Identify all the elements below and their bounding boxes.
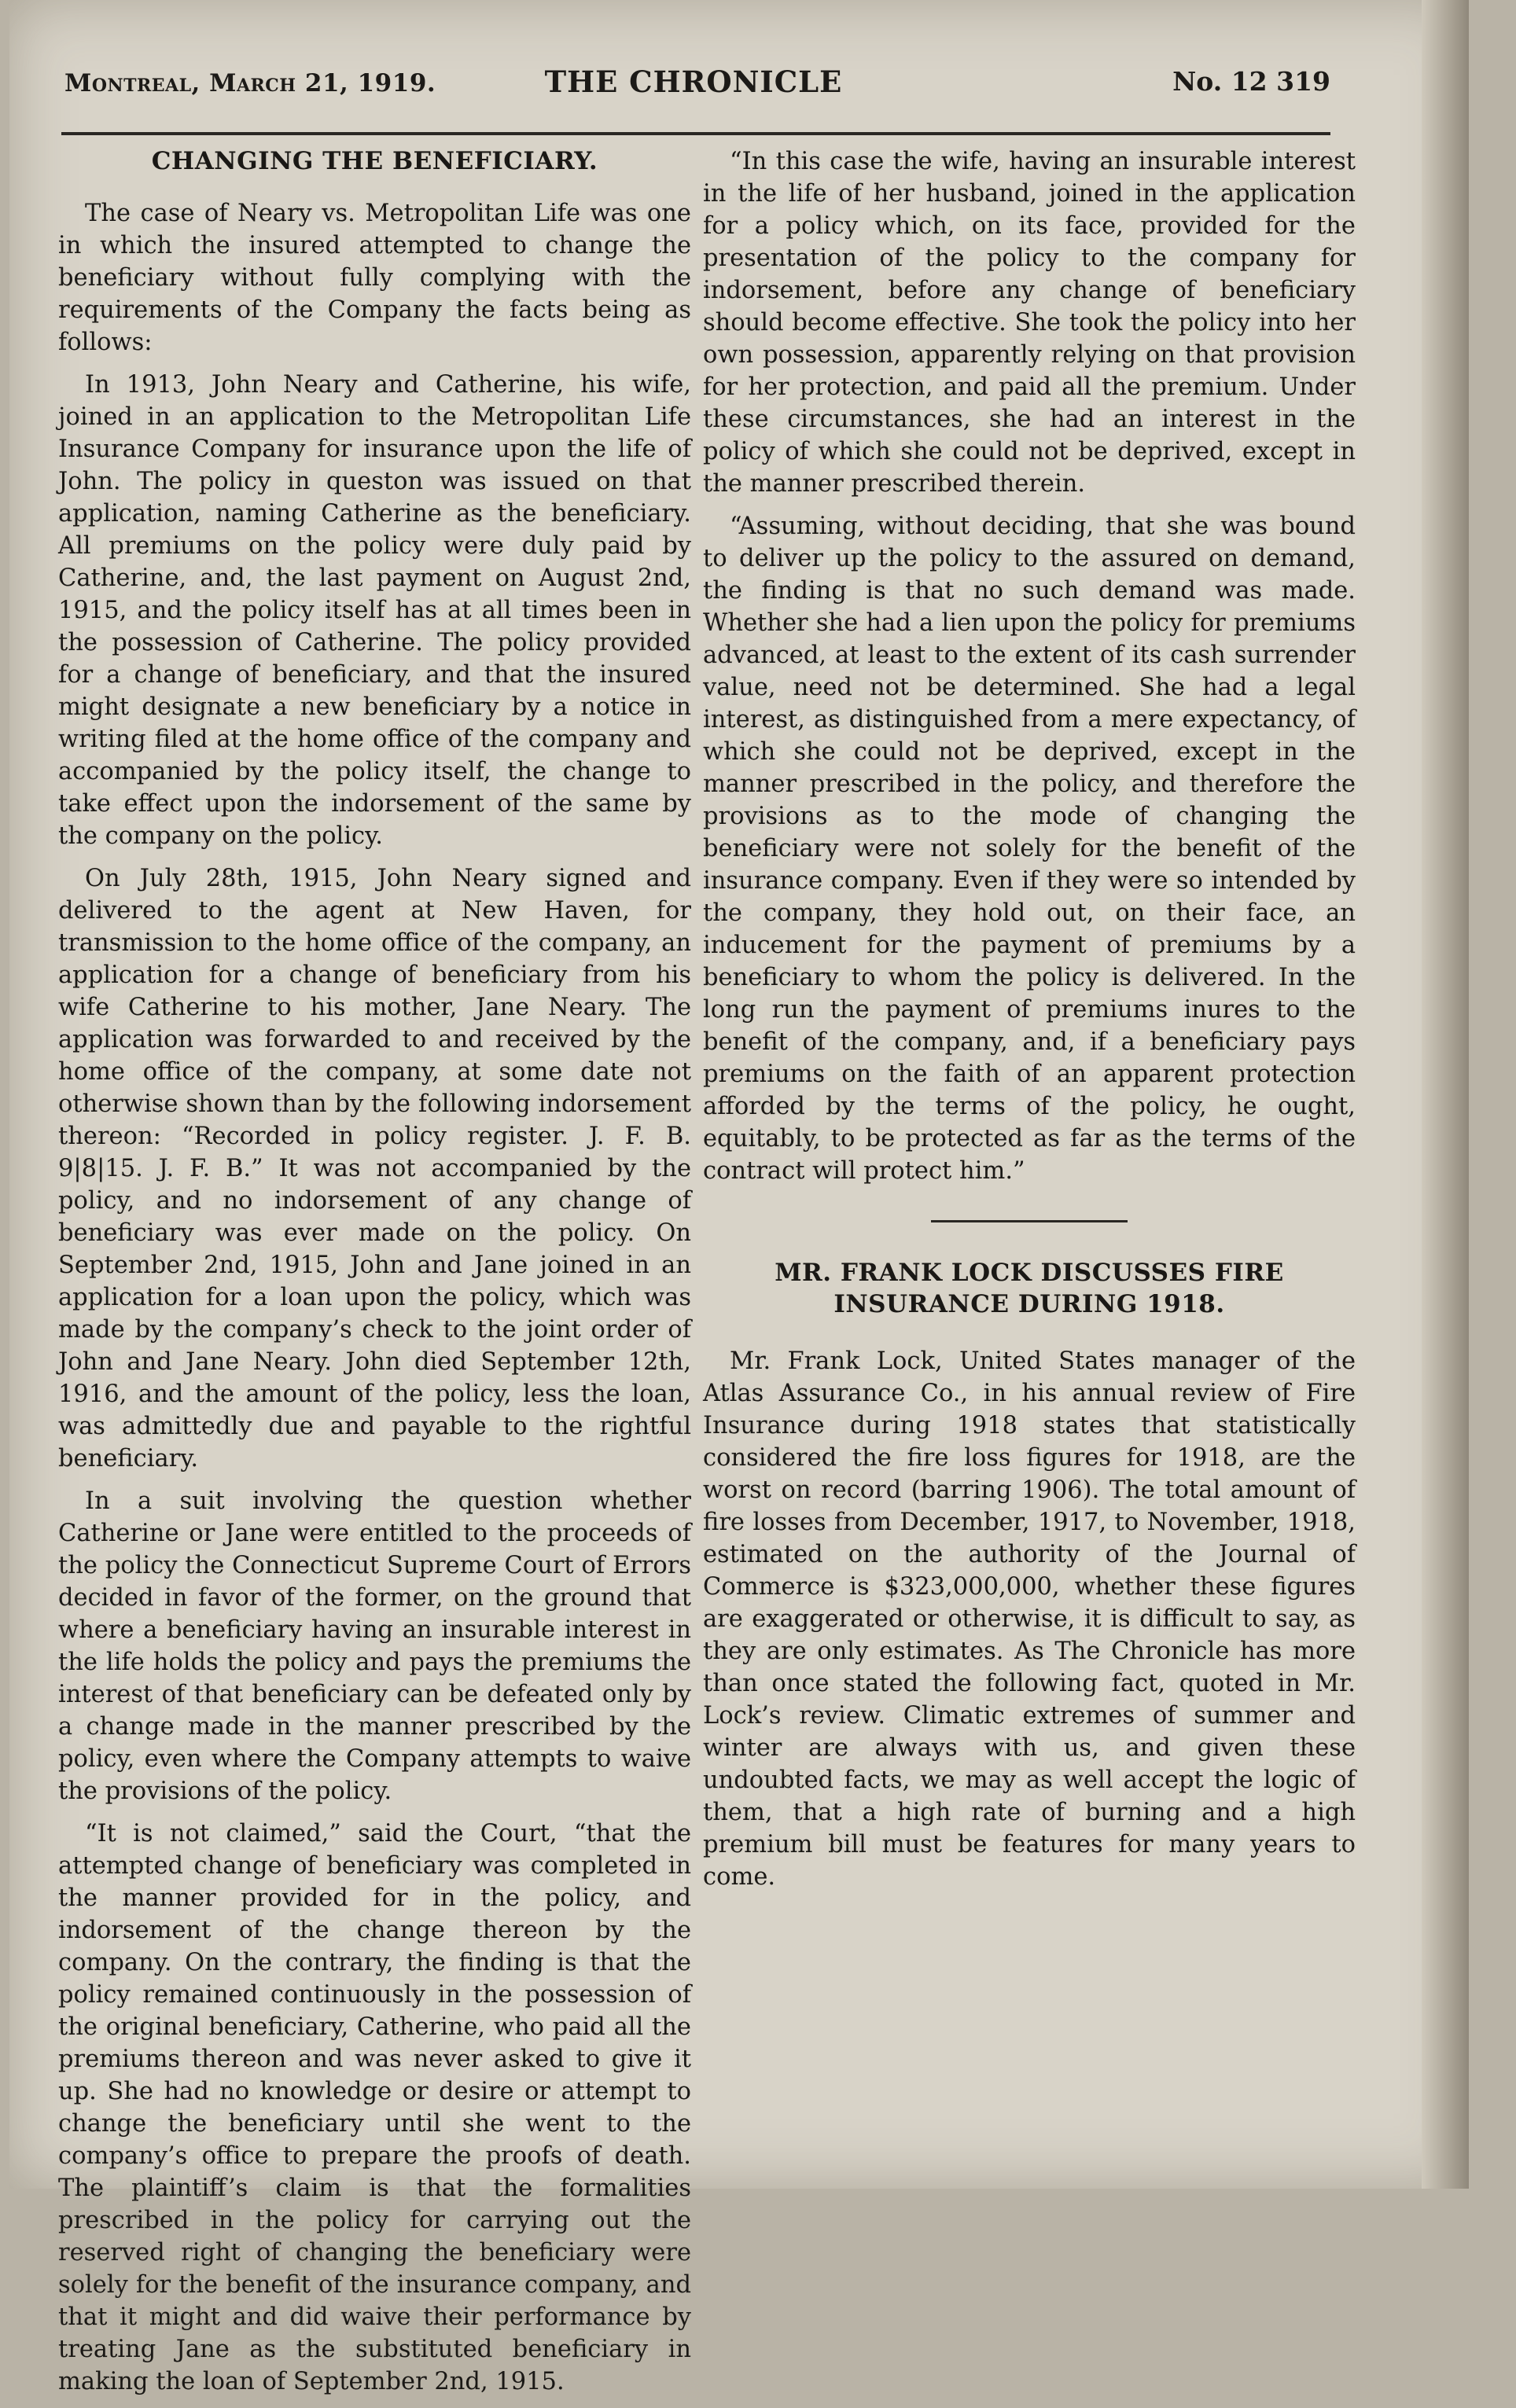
newspaper-page: [9, 0, 1469, 2395]
article-divider: [931, 1220, 1128, 1222]
article-paragraph: In a suit involving the question whether Catherine or Jane were entitled to the proceeds of the policy the Connecticut Supreme Court of Errors decided in favor of the former, on the ground that where a beneficiary having an insurable interest in the life holds the policy and pays the premiums the interest of that beneficiary can be defeated only by a change made in the manner prescribed by the policy, even where the Company attempts to waive the provisions of the policy.: [58, 1487, 691, 1805]
article-paragraph: On July 28th, 1915, John Neary signed and delivered to the agent at New Haven, for transmission to the home office of the company, an application for a change of beneficiary from his wife Catherine to his mother, Jane Neary. The application was forwarded to and received by the home office of the company, at some date not otherwise shown than by the following indorsement thereon: “Recorded in policy register. J. F. B. 9|8|15. J. F. B.” It was not accompanied by the policy, and no indorsement of any change of beneficiary was ever made on the policy. On September 2nd, 1915, John and Jane joined in an application for a loan upon the policy, which was made by the company’s check to the joint order of John and Jane Neary. John died September 12th, 1916, and the amount of the policy, less the loan, was admittedly due and payable to the rightful beneficiary.: [58, 865, 691, 1472]
column-right: [703, 145, 1356, 1903]
page-binding-edge: [1422, 0, 1469, 2189]
header-dateline: Montreal, March 21, 1919.: [64, 69, 436, 97]
page-header: [57, 53, 1330, 101]
article-paragraph: “Assuming, without deciding, that she was bound to deliver up the policy to the assured on demand, the finding is that no such demand was made. Whether she had a lien upon the policy for premiums advanced, at least to the extent of its cash surrender value, need not be determined. She had a legal interest, as distinguished from a mere expectancy, of which she could not be deprived, except in the manner prescribed in the policy, and therefore the provisions as to the mode of changing the beneficiary were not solely for the benefit of the insurance company. Even if they were so intended by the company, they hold out, on their face, an inducement for the payment of premiums by a beneficiary to whom the policy is delivered. In the long run the payment of premiums inures to the benefit of the company, and, if a beneficiary pays premiums on the faith of an apparent protection afforded by the terms of the policy, he ought, equitably, to be protected as far as the terms of the contract will protect him.”: [703, 513, 1356, 1185]
article-paragraph: “In this case the wife, having an insurable interest in the life of her husband, joined in the application for a policy which, on its face, provided for the presentation of the policy to the company for indorsement, before any change of beneficiary should become effective. She took the policy into her own possession, apparently relying on that provision for her protection, and paid all the premium. Under these circumstances, she had an interest in the policy of which she could not be deprived, except in the manner prescribed therein.: [703, 148, 1356, 498]
article-title: CHANGING THE BENEFICIARY.: [151, 147, 598, 175]
article-paragraph: In 1913, John Neary and Catherine, his wife, joined in an application to the Metropolitan Life Insurance Company for insurance upon the life of John. The policy in queston was issued on that application, naming Catherine as the beneficiary. All premiums on the policy were duly paid by Catherine, and, the last payment on August 2nd, 1915, and the policy itself has at all times been in the possession of Catherine. The policy provided for a change of beneficiary, and that the insured might designate a new beneficiary by a notice in writing filed at the home office of the company and accompanied by the policy itself, the change to take effect upon the indorsement of the same by the company on the policy.: [58, 371, 691, 850]
article-title: MR. FRANK LOCK DISCUSSES FIRE INSURANCE DURING 1918.: [775, 1259, 1284, 1318]
article-paragraph: Mr. Frank Lock, United States manager of the Atlas Assurance Co., in his annual review of Fire Insurance during 1918 states that statistically considered the fire loss figures for 1918, are the worst on record (barring 1906). The total amount of fire losses from December, 1917, to November, 1918, estimated on the authority of the Journal of Commerce is $323,000,000, whether these figures are exaggerated or otherwise, it is difficult to say, as they are only estimates. As The Chronicle has more than once stated the following fact, quoted in Mr. Lock’s review. Climatic extremes of summer and winter are always with us, and given these undoubted facts, we may as well accept the logic of them, that a high rate of burning and a high premium bill must be features for many years to come.: [703, 1347, 1356, 1891]
header-rule: [61, 132, 1330, 135]
article-paragraph: “It is not claimed,” said the Court, “that the attempted change of beneficiary was completed in the manner provided for in the policy, and indorsement of the change thereon by the company. On the contrary, the finding is that the policy remained continuously in the possession of the original beneficiary, Catherine, who paid all the premiums thereon and was never asked to give it up. She had no knowledge or desire or attempt to change the beneficiary until she went to the company’s office to prepare the proofs of death. The plaintiff’s claim is that the formalities prescribed in the policy for carrying out the reserved right of changing the beneficiary were solely for the benefit of the insurance company, and that it might and did waive their performance by treating Jane as the substituted beneficiary in making the loan of September 2nd, 1915.: [58, 1820, 691, 2395]
column-left: [58, 145, 691, 2408]
header-publication-title: THE CHRONICLE: [544, 64, 843, 99]
header-issue-number: No. 12 319: [1172, 66, 1330, 97]
article-paragraph: The case of Neary vs. Metropolitan Life was one in which the insured attempted to change the beneficiary without fully complying with the requirements of the Company the facts being as follows:: [58, 200, 691, 356]
